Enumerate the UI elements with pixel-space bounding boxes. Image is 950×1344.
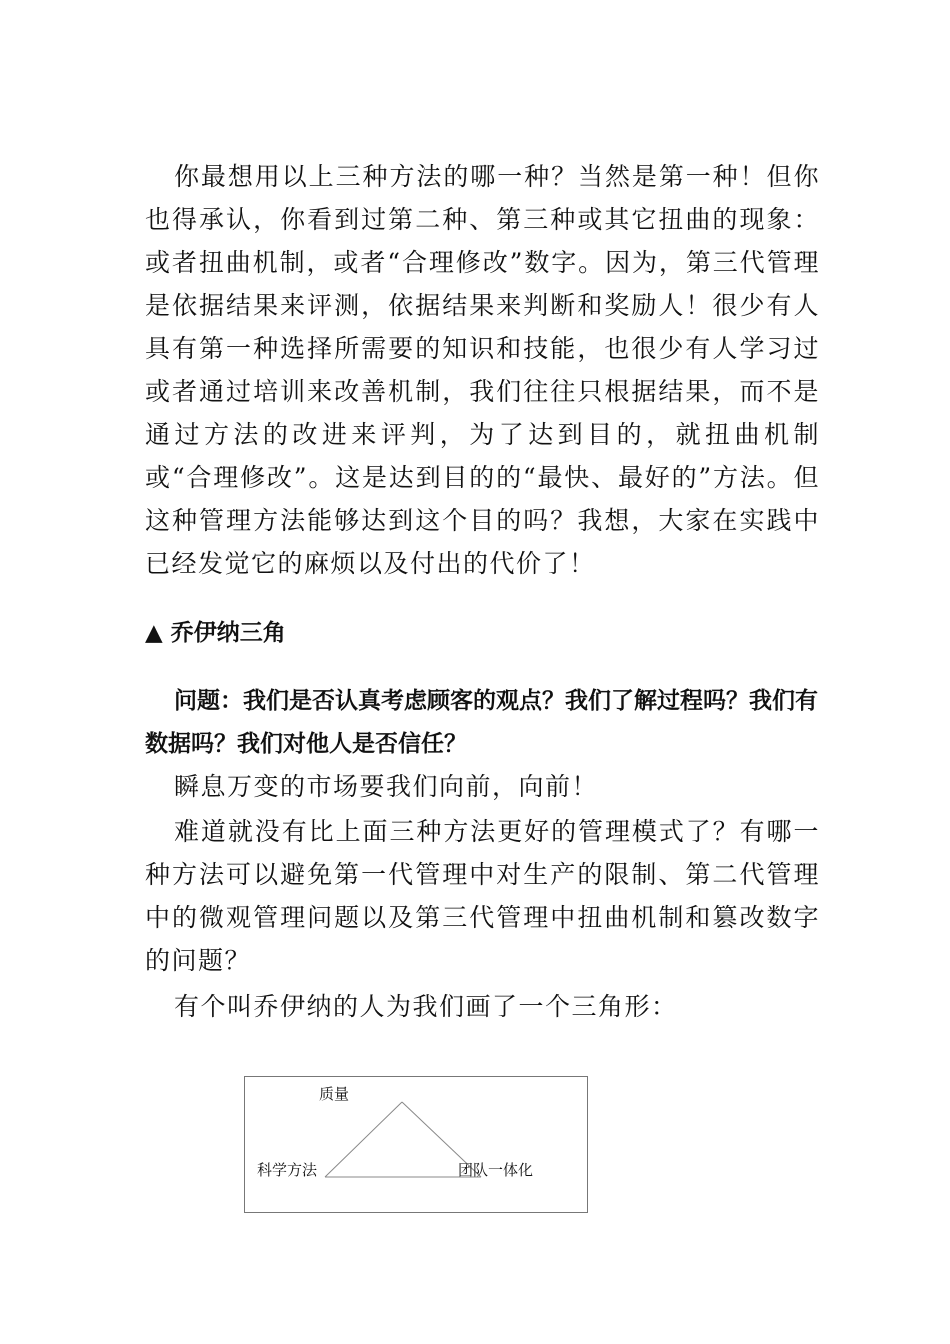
paragraph-market: 瞬息万变的市场要我们向前，向前！ <box>174 772 599 801</box>
triangle-left-edge <box>325 1102 402 1177</box>
triangle-label-quality: 质量 <box>319 1085 350 1103</box>
paragraph-better-mode: 难道就没有比上面三种方法更好的管理模式了？有哪一种方法可以避免第一代管理中对生产的限制、第二代管理中的微观管理问题以及第三代管理中扭曲机制和篡改数字的问题？ <box>145 817 820 975</box>
joiner-triangle-figure <box>244 1076 588 1213</box>
section-heading-joiner-triangle: ▲ 乔伊纳三角 <box>145 620 286 646</box>
triangle-label-team-unity: 团队一体化 <box>458 1161 534 1179</box>
triangle-label-scientific-method: 科学方法 <box>257 1161 318 1179</box>
paragraph-methods-discussion: 你最想用以上三种方法的哪一种？当然是第一种！但你也得承认，你看到过第二种、第三种或其它扭曲的现象：或者扭曲机制，或者“合理修改”数字。因为，第三代管理是依据结果来评测，依据结果来判断和奖励人！很少有人具有第一种选择所需要的知识和技能，也很少有人学习过或者通过培训来改善机制，我们往往只根据结果，而不是通过方法的改进来评判，为了达到目的，就扭曲机制或“合理修改”。这是达到目的的“最快、最好的”方法。但这种管理方法能够达到这个目的吗？我想，大家在实践中已经发觉它的麻烦以及付出的代价了！ <box>145 162 820 578</box>
paragraph-triangle-intro: 有个叫乔伊纳的人为我们画了一个三角形： <box>174 992 678 1021</box>
question-paragraph: 问题：我们是否认真考虑顾客的观点？我们了解过程吗？我们有数据吗？我们对他人是否信任？ <box>145 688 818 757</box>
triangle-diagram <box>245 1077 589 1214</box>
